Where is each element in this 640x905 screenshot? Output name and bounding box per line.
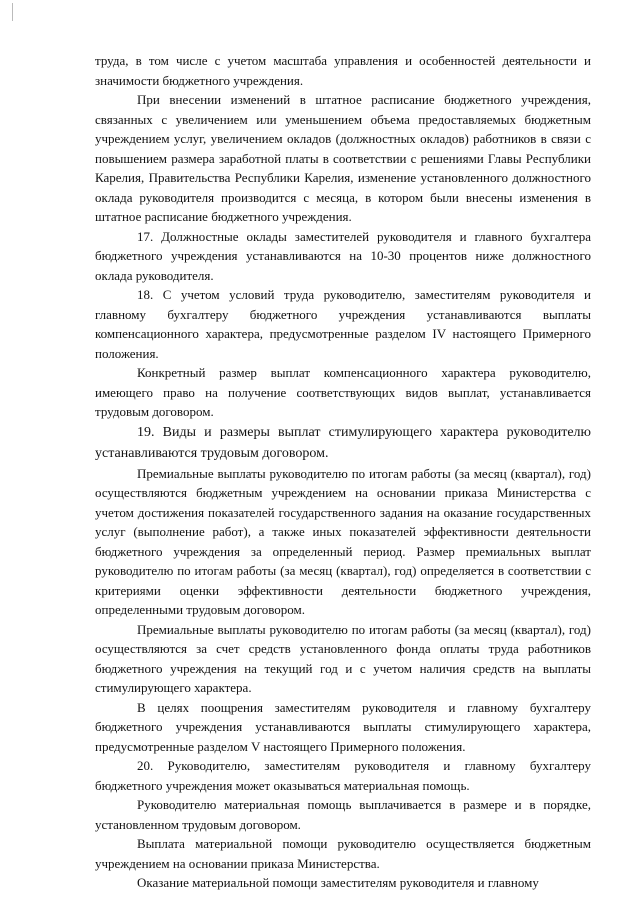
paragraph-bonus-payments-funding: Премиальные выплаты руководителю по итогам работы (за месяц (квартал), год) осуществляются за счет средств установленного фонда оплаты труда работников бюджетного учреждения на текущий год и с учетом наличия средств на выплаты стимулирующего характера. bbox=[95, 621, 591, 695]
paragraph-19-incentive-payments: 19. Виды и размеры выплат стимулирующего характера руководителю устанавливаются трудовым договором. bbox=[95, 424, 591, 461]
document-body bbox=[95, 51, 591, 893]
paragraph-bonus-payments-basis: Премиальные выплаты руководителю по итогам работы (за месяц (квартал), год) осуществляются бюджетным учреждением на основании приказа Министерства с учетом достижения показателей государственного задания на оказание государственных услуг (выполнение работ), а также иных показателей эффективности деятельности бюджетного учреждения за определенный период. Размер премиальных выплат руководителю по итогам работы (за месяц (квартал), год) определяется в соответствии с критериями оценки эффективности деятельности бюджетного учреждения, определенными трудовым договором. bbox=[95, 465, 591, 617]
paragraph-assistance-deputies: Оказание материальной помощи заместителям руководителя и главному bbox=[137, 875, 539, 890]
paragraph-deputy-incentives: В целях поощрения заместителям руководителя и главному бухгалтеру бюджетного учреждения устанавливаются выплаты стимулирующего характера, предусмотренные разделом V настоящего Примерного положения. bbox=[95, 699, 591, 754]
paragraph-staff-schedule-changes: При внесении изменений в штатное расписание бюджетного учреждения, связанных с увеличением или уменьшением объема предоставляемых бюджетным учреждением услуг, увеличением окладов (должностных окладов) работников в связи с повышением размера заработной платы в соответствии с решениями Главы Республики Карелия, Правительства Республики Карелия, изменение установленного должностного оклада руководителя производится с месяца, в котором были внесены изменения в штатное расписание бюджетного учреждения. bbox=[95, 92, 591, 224]
paragraph-18-compensation-payments: 18. С учетом условий труда руководителю, заместителям руководителя и главному бухгалтеру бюджетного учреждения устанавливаются выплаты компенсационного характера, предусмотренные разделом IV настоящего Примерного положения. bbox=[95, 287, 591, 361]
paragraph-assistance-payment: Выплата материальной помощи руководителю осуществляется бюджетным учреждением на основании приказа Министерства. bbox=[95, 836, 591, 871]
paragraph-17-deputy-salaries: 17. Должностные оклады заместителей руководителя и главного бухгалтера бюджетного учреждения устанавливаются на 10-30 процентов ниже должностного оклада руководителя. bbox=[95, 228, 591, 283]
paragraph-compensation-amount: Конкретный размер выплат компенсационного характера руководителю, имеющего право на получение соответствующих видов выплат, устанавливается трудовым договором. bbox=[95, 365, 591, 419]
paragraph-assistance-amount: Руководителю материальная помощь выплачивается в размере и в порядке, установленном трудовым договором. bbox=[95, 797, 591, 832]
scan-margin-mark bbox=[12, 3, 13, 21]
paragraph-20-material-assistance: 20. Руководителю, заместителям руководителя и главному бухгалтеру бюджетного учреждения может оказываться материальная помощь. bbox=[95, 758, 591, 793]
paragraph-continuation: труда, в том числе с учетом масштаба управления и особенностей деятельности и значимости бюджетного учреждения. bbox=[95, 53, 591, 88]
